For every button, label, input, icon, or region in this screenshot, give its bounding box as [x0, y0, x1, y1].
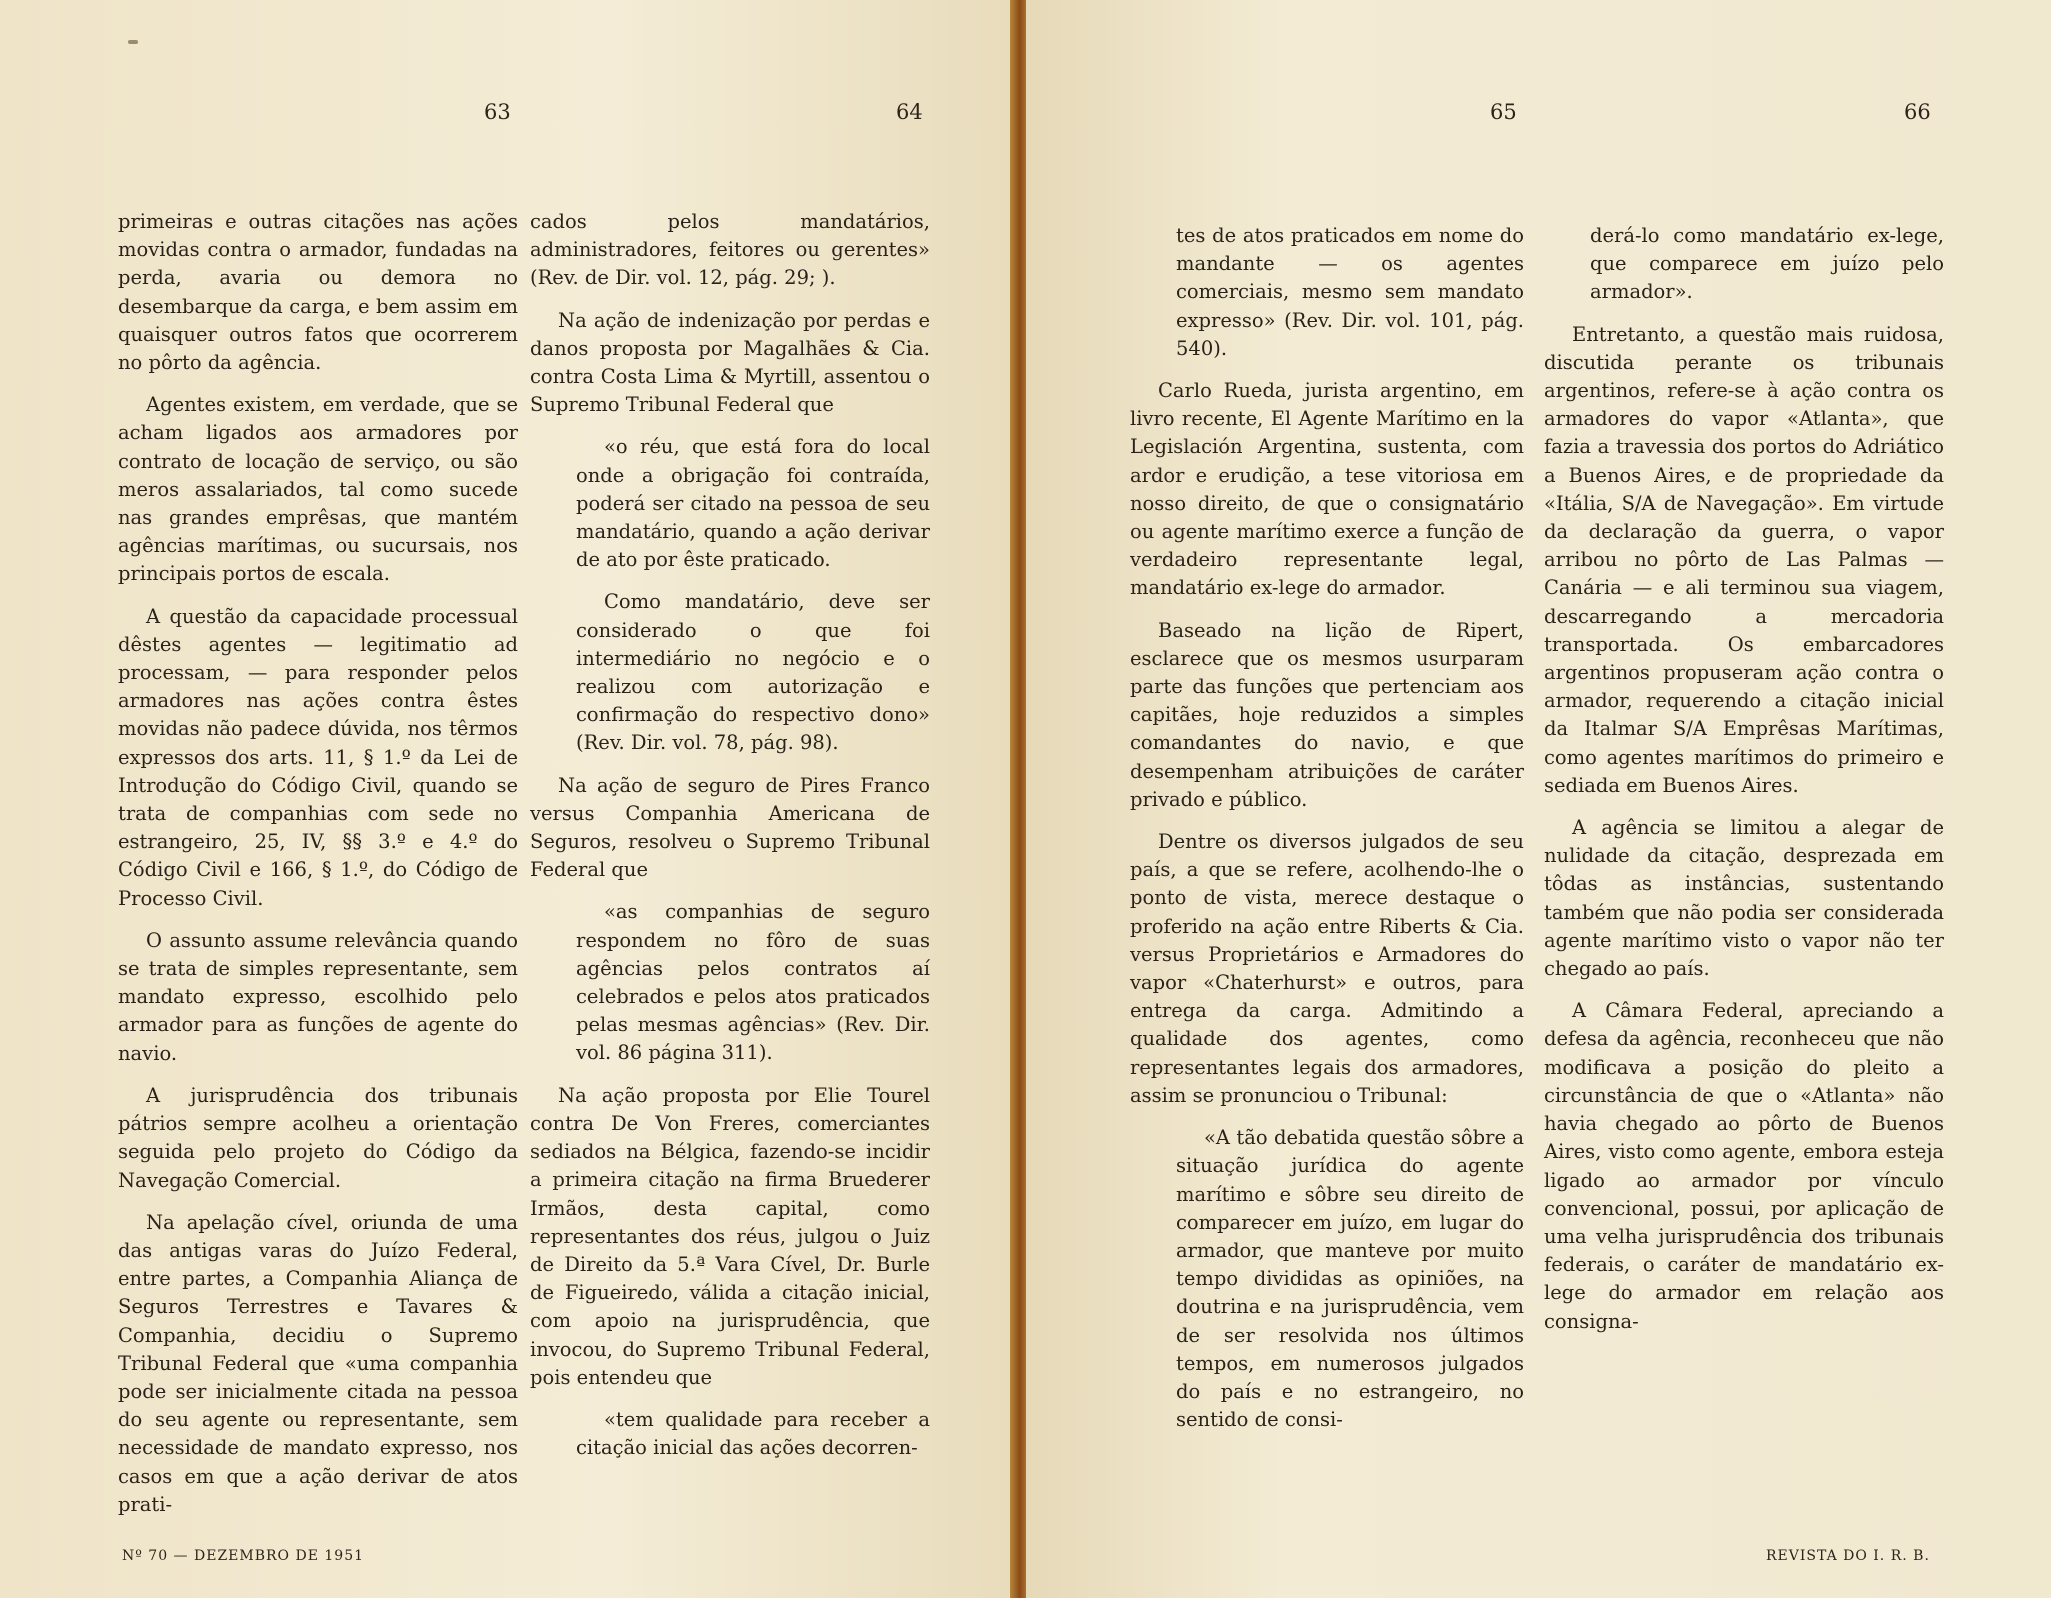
quote-paragraph: «tem qualidade para receber a citação inicial das ações decorren- — [576, 1407, 930, 1460]
column-page-65 — [1130, 222, 1524, 1448]
paragraph: Carlo Rueda, jurista argentino, em livro recente, El Agente Marítimo en la Legislación Argentina, sustenta, com ardor e erudição, a tese vitoriosa em nosso direito, de que o consignatário ou agente marítimo exerce a função de verdadeiro representante legal, mandatário ex-lege do armador. — [1130, 379, 1524, 600]
page-number-64: 64 — [896, 100, 923, 124]
quote-paragraph: Como mandatário, deve ser considerado o que foi intermediário no negócio e o realizou com autorização e confirmação do respectivo dono» (Rev. Dir. vol. 78, pág. 98). — [576, 590, 930, 755]
column-page-66 — [1544, 222, 1944, 1350]
paragraph: primeiras e outras citações nas ações movidas contra o armador, fundadas na perda, avaria ou demora no desembarque da carga, e bem assim em quaisquer outros fatos que ocorrerem no pôrto da agência. — [118, 210, 518, 375]
quote-paragraph: «as companhias de seguro respondem no fôro de suas agências pelos contratos aí celebrados e pelos atos praticados pelas mesmas agências» (Rev. Dir. vol. 86 página 311). — [576, 900, 930, 1065]
paragraph: A questão da capacidade processual dêstes agentes — legitimatio ad processam, — para responder pelos armadores nas ações contra êstes movidas não padece dúvida, nos têrmos expressos dos arts. 11, § 1.º da Lei de Introdução do Código Civil, quando se trata de companhias com sede no estrangeiro, 25, IV, §§ 3.º e 4.º do Código Civil e 166, § 1.º, do Código de Processo Civil. — [118, 604, 518, 910]
column-page-63 — [118, 208, 518, 1533]
paragraph: Na ação de seguro de Pires Franco versus Companhia Americana de Seguros, resolveu o Supremo Tribunal Federal que — [530, 773, 930, 882]
ink-smudge — [128, 40, 138, 44]
quote-paragraph: tes de atos praticados em nome do mandante — os agentes comerciais, mesmo sem mandato expresso» (Rev. Dir. vol. 101, pág. 540). — [1176, 224, 1524, 360]
paragraph: O assunto assume relevância quando se trata de simples representante, sem mandato expresso, escolhido pelo armador para as funções de agente do navio. — [118, 928, 518, 1065]
right-page — [1026, 0, 2051, 1598]
page-number-63: 63 — [484, 100, 511, 124]
paragraph: A agência se limitou a alegar de nulidade da citação, desprezada em tôdas as instâncias, sustentando também que não podia ser considerada agente marítimo visto o vapor não ter chegado ao país. — [1544, 816, 1944, 981]
left-page — [0, 0, 1016, 1598]
column-page-64 — [530, 208, 930, 1476]
paragraph: Agentes existem, em verdade, que se acham ligados aos armadores por contrato de locação de serviço, ou são meros assalariados, tal como sucede nas grandes emprêsas, que mantém agências marítimas, ou sucursais, nos principais portos de escala. — [118, 393, 518, 586]
paragraph: Na ação de indenização por perdas e danos proposta por Magalhães & Cia. contra Costa Lima & Myrtill, assentou o Supremo Tribunal Federal que — [530, 308, 930, 417]
paragraph: cados pelos mandatários, administradores, feitores ou gerentes» (Rev. de Dir. vol. 12, pág. 29; ). — [530, 210, 930, 290]
paragraph: Na apelação cível, oriunda de uma das antigas varas do Juízo Federal, entre partes, a Companhia Aliança de Seguros Terrestres e Tavares & Companhia, decidiu o Supremo Tribunal Federal que «uma companhia pode ser inicialmente citada na pessoa do seu agente ou representante, sem necessidade de mandato expresso, nos casos em que a ação derivar de atos prati- — [118, 1210, 518, 1516]
quote-paragraph: «A tão debatida questão sôbre a situação jurídica do agente marítimo e sôbre seu direito de comparecer em juízo, em lugar do armador, que manteve por muito tempo divididas as opiniões, na doutrina e na jurisprudência, vem de ser resolvida nos últimos tempos, em numerosos julgados do país e no estrangeiro, no sentido de consi- — [1176, 1126, 1524, 1432]
paragraph: Baseado na lição de Ripert, esclarece que os mesmos usurparam parte das funções que pertenciam aos capitães, hoje reduzidos a simples comandantes do navio, e que desempenham atribuições de caráter privado e público. — [1130, 618, 1524, 811]
paragraph: Entretanto, a questão mais ruidosa, discutida perante os tribunais argentinos, refere-se à ação contra os armadores do vapor «Atlanta», que fazia a travessia dos portos do Adriático a Buenos Aires, e de propriedade da «Itália, S/A de Navegação». Em virtude da declaração da guerra, o vapor arribou no pôrto de Las Palmas — Canária — e ali terminou sua viagem, descarregando a mercadoria transportada. Os embarcadores argentinos propuseram ação contra o armador, requerendo a citação inicial da Italmar S/A Emprêsas Marítimas, como agentes marítimos do primeiro e sediada em Buenos Aires. — [1544, 322, 1944, 797]
footer-issue: Nº 70 — DEZEMBRO DE 1951 — [122, 1548, 365, 1564]
paragraph: Dentre os diversos julgados de seu país, a que se refere, acolhendo-lhe o ponto de vista, merece destaque o proferido na ação entre Riberts & Cia. versus Proprietários e Armadores do vapor «Chaterhurst» e outros, para entrega da carga. Admitindo a qualidade dos agentes, como representantes legais dos armadores, assim se pronunciou o Tribunal: — [1130, 830, 1524, 1107]
footer-journal: REVISTA DO I. R. B. — [1766, 1548, 1930, 1564]
paragraph: Na ação proposta por Elie Tourel contra De Von Freres, comerciantes sediados na Bélgica, fazendo-se incidir a primeira citação na firma Bruederer Irmãos, desta capital, como representantes dos réus, julgou o Juiz de Direito da 5.ª Vara Cível, Dr. Burle de Figueiredo, válida a citação inicial, com apoio na jurisprudência, que invocou, do Supremo Tribunal Federal, pois entendeu que — [530, 1083, 930, 1389]
quote-paragraph: derá-lo como mandatário ex-lege, que comparece em juízo pelo armador». — [1590, 224, 1944, 304]
quote-paragraph: «o réu, que está fora do local onde a obrigação foi contraída, poderá ser citado na pessoa de seu mandatário, quando a ação derivar de ato por êste praticado. — [576, 435, 930, 572]
paragraph: A Câmara Federal, apreciando a defesa da agência, reconheceu que não modificava a posição do pleito a circunstância de que o «Atlanta» não havia chegado ao pôrto de Buenos Aires, visto como agente, embora esteja ligado ao armador por vínculo convencional, possui, por aplicação de uma velha jurisprudência dos tribunais federais, o caráter de mandatário ex-lege do armador em relação aos consigna- — [1544, 999, 1944, 1333]
paragraph: A jurisprudência dos tribunais pátrios sempre acolheu a orientação seguida pelo projeto do Código da Navegação Comercial. — [118, 1083, 518, 1192]
page-number-65: 65 — [1490, 100, 1517, 124]
page-number-66: 66 — [1904, 100, 1931, 124]
